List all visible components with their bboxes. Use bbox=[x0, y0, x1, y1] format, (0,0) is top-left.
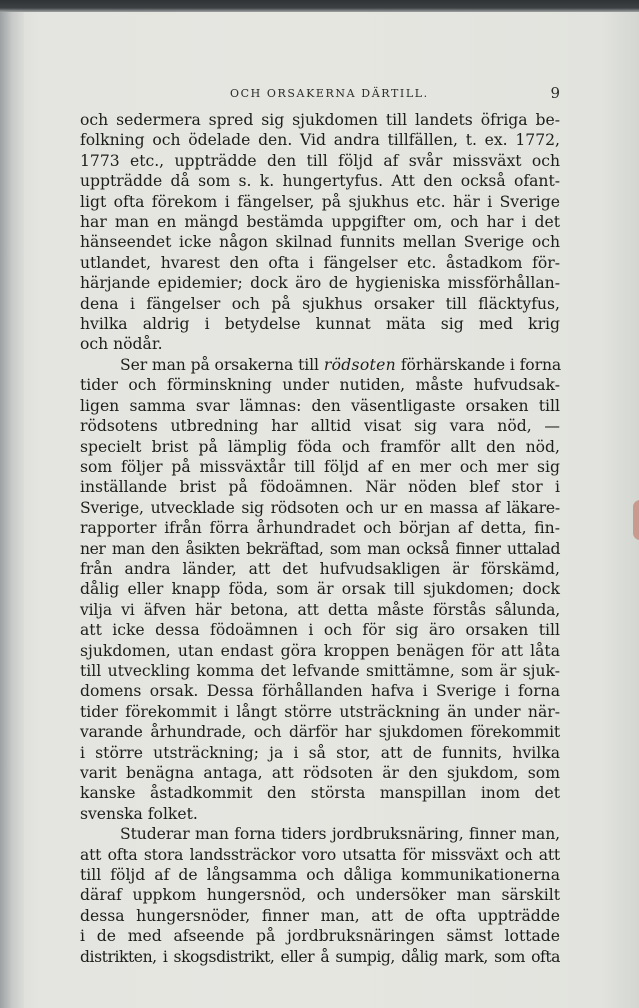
text-line: uppträdde då som s. k. hungertyfus. Att den också ofant- bbox=[80, 172, 560, 191]
text-line: ner man den åsikten bekräftad, som man också finner uttalad bbox=[80, 539, 560, 558]
text-line: specielt brist på lämplig föda och framför allt den nöd, bbox=[80, 437, 560, 456]
text-line: och nödår. bbox=[80, 335, 163, 354]
text-line: dålig eller knapp föda, som är orsak till sjukdomen; dock bbox=[80, 580, 560, 599]
paragraph-3 bbox=[80, 824, 560, 967]
text-line: har man en mängd bestämda uppgifter om, och har i det bbox=[80, 213, 560, 232]
text-line: folkning och ödelade den. Vid andra tillfällen, t. ex. 1772, bbox=[80, 131, 560, 150]
running-title: OCH ORSAKERNA DÄRTILL. bbox=[230, 87, 429, 100]
text-line: att ofta stora landssträckor voro utsatta för missväxt och att bbox=[80, 845, 560, 864]
running-header bbox=[80, 84, 560, 110]
text-line: från andra länder, att det hufvudsakligen är förskämd, bbox=[80, 559, 560, 578]
text-line: dena i fängelser och på sjukhus orsaker till fläcktyfus, bbox=[80, 294, 560, 313]
text-line: distrikten, i skogsdistrikt, eller å sumpig, dålig mark, som ofta bbox=[80, 947, 560, 966]
page-number: 9 bbox=[550, 84, 560, 102]
line-start-text: Ser man på orsakerna till bbox=[120, 355, 319, 374]
text-line: rödsotens utbredning har alltid visat sig vara nöd, — bbox=[80, 417, 560, 436]
text-line: rapporter ifrån förra århundradet och början af detta, fin- bbox=[80, 519, 560, 538]
text-line: tider och förminskning under nutiden, måste hufvudsak- bbox=[80, 376, 560, 395]
book-gutter-edge bbox=[0, 12, 24, 1008]
text-line: inställande brist på födoämnen. När nöden blef stor i bbox=[80, 478, 560, 497]
text-line: Sverige, utvecklade sig rödsoten och ur en massa af läkare- bbox=[80, 498, 560, 517]
text-line: till utveckling komma det lefvande smittämne, som är sjuk- bbox=[80, 661, 560, 680]
text-line: ligt ofta förekom i fängelser, på sjukhus etc. här i Sverige bbox=[80, 192, 560, 211]
printed-page bbox=[80, 84, 560, 967]
text-line: domens orsak. Dessa förhållanden hafva i Sverige i forna bbox=[80, 682, 560, 701]
text-line-first bbox=[80, 355, 560, 375]
body-text bbox=[80, 110, 560, 967]
text-line: sjukdomen, utan endast göra kroppen benägen för att låta bbox=[80, 641, 560, 660]
paragraph-1 bbox=[80, 110, 560, 355]
text-line: varit benägna antaga, att rödsoten är den sjukdom, som bbox=[80, 764, 560, 782]
text-line: vilja vi äfven här betona, att detta måste förstås sålunda, bbox=[80, 600, 560, 619]
text-line: dessa hungersnöder, finner man, att de ofta uppträdde bbox=[80, 906, 560, 925]
text-line: kanske åstadkommit den största manspillan inom det bbox=[80, 784, 560, 803]
text-line: hvilka aldrig i betydelse kunnat mäta sig med krig bbox=[80, 315, 560, 334]
line-end-text: förhärskande i forna bbox=[400, 355, 562, 374]
text-line: och sedermera spred sig sjukdomen till landets öfriga be- bbox=[80, 111, 560, 129]
text-line: i större utsträckning; ja i så stor, att de funnits, hvilka bbox=[80, 743, 560, 762]
text-line: till följd af de långsamma och dåliga kommunikationerna bbox=[80, 866, 560, 885]
text-line: 1773 etc., uppträdde den till följd af svår missväxt och bbox=[80, 151, 560, 170]
text-line: som följer på missväxtår till följd af en mer och mer sig bbox=[80, 457, 560, 476]
text-line: härjande epidemier; dock äro de hygieniska missförhållan- bbox=[80, 274, 560, 293]
text-line: Studerar man forna tiders jordbruksnäring, finner man, bbox=[120, 825, 560, 844]
paragraph-2 bbox=[80, 355, 560, 824]
emphasized-term: rödsoten bbox=[323, 355, 396, 374]
text-line: däraf uppkom hungersnöd, och undersöker man särskilt bbox=[80, 886, 560, 905]
text-line: varande århundrade, och därför har sjukdomen förekommit bbox=[80, 723, 560, 742]
thumb-holding-page bbox=[633, 500, 639, 540]
text-line: hänseendet icke någon skilnad funnits mellan Sverige och bbox=[80, 233, 560, 252]
text-line: i de med afseende på jordbruksnäringen sämst lottade bbox=[80, 927, 560, 946]
text-line: utlandet, hvarest den ofta i fängelser etc. åstadkom för- bbox=[80, 253, 560, 272]
book-top-edge bbox=[0, 0, 639, 12]
text-line: ligen samma svar lämnas: den väsentligaste orsaken till bbox=[80, 396, 560, 415]
text-line: tider förekommit i långt större utsträckning än under när- bbox=[80, 702, 560, 721]
text-line: svenska folket. bbox=[80, 804, 198, 823]
text-line: att icke dessa födoämnen i och för sig äro orsaken till bbox=[80, 621, 560, 640]
